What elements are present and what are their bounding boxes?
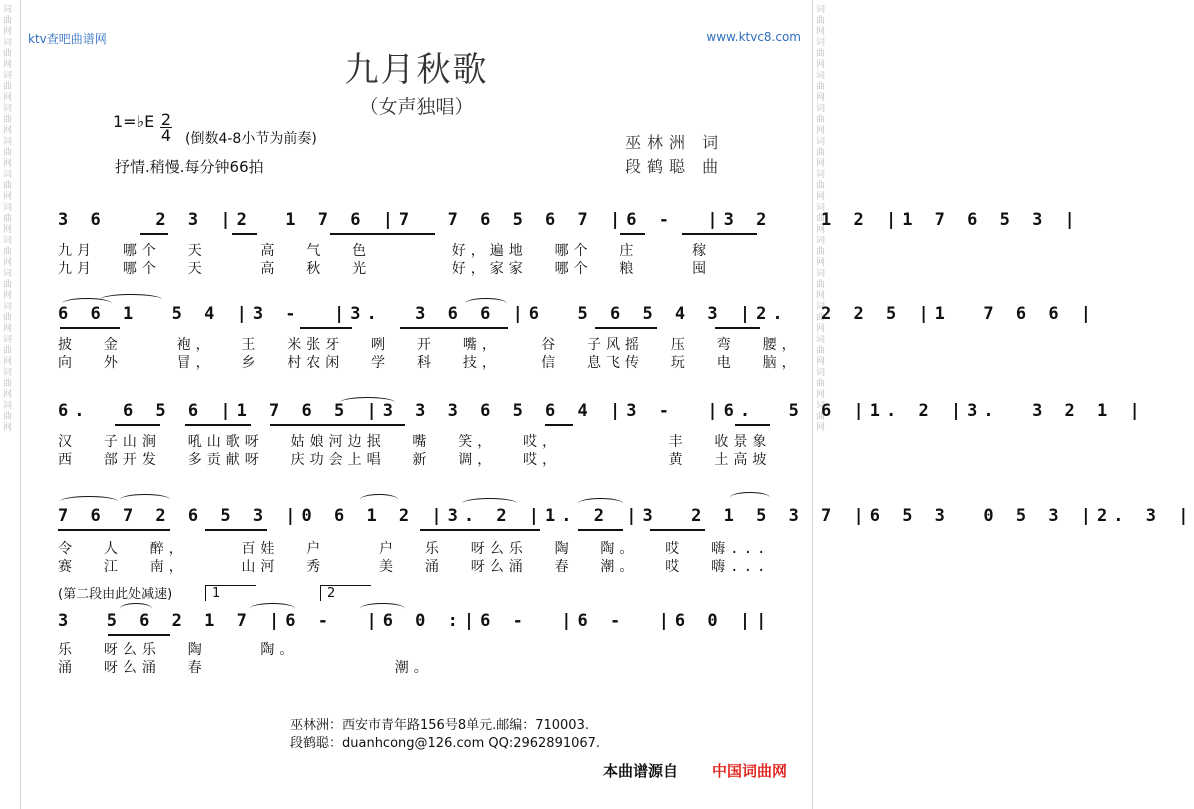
beam xyxy=(232,233,257,235)
source-label: 本曲谱源自 xyxy=(603,762,679,780)
beam xyxy=(578,529,623,531)
lyricist-credit: 巫林洲 词 xyxy=(625,133,725,152)
lyric-verse-2: 涌 呀么涌 春 潮。 xyxy=(58,660,433,676)
beam xyxy=(300,327,352,329)
beam xyxy=(620,233,645,235)
right-watermark-strip: 词曲网词曲网词曲网词曲网词曲网词曲网词曲网词曲网词曲网词曲网词曲网词曲网词曲网 xyxy=(812,0,833,809)
site-watermark-left: ktv查吧曲谱网 xyxy=(28,32,107,46)
time-signature xyxy=(160,112,172,143)
lyric-verse-1: 九月 哪个 天 高 气 色 好，遍地 哪个 庄 稼 xyxy=(58,243,712,259)
beam xyxy=(185,424,251,426)
composer-credit: 段鹤聪 曲 xyxy=(625,157,725,176)
slur xyxy=(360,494,398,505)
score-system-5 xyxy=(0,583,833,693)
site-watermark-right: www.ktvc8.com xyxy=(706,30,801,44)
lyric-verse-2: 向 外 冒， 乡 村农闲 学 科 技， 信 息飞传 玩 电 脑， xyxy=(58,355,801,371)
lyric-verse-1: 令 人 醉， 百娃 户 户 乐 呀么乐 陶 陶。 哎 嗨... xyxy=(58,541,771,557)
beam xyxy=(400,327,508,329)
beam xyxy=(420,529,540,531)
lyric-verse-1: 汉 子山涧 吼山歌呀 姑娘河边抿 嘴 笑， 哎， 丰 收景象 xyxy=(58,434,772,450)
notation-line: 6 6 1 5 4 |3 - |3. 3 6 6 |6 5 6 5 4 3 |2. 2 2 5 |1 7 6 6 | xyxy=(58,304,1098,324)
lyric-verse-1: 乐 呀么乐 陶 陶。 xyxy=(58,642,299,658)
notation-line: 3 6 2 3 |2 1 7 6 |7 7 6 5 6 7 |6 - |3 2 1 2 |1 7 6 5 3 | xyxy=(58,210,1081,230)
lyric-verse-2: 西 部开发 多贡献呀 庆功会上唱 新 调， 哎， 黄 土高坡 xyxy=(58,452,772,468)
slur xyxy=(730,492,770,503)
song-subtitle: （女声独唱） xyxy=(359,96,474,118)
beam xyxy=(650,529,705,531)
time-top: 2 xyxy=(160,110,172,129)
time-bottom: 4 xyxy=(160,126,172,145)
beam xyxy=(330,233,435,235)
slur xyxy=(120,494,170,505)
score-system-3 xyxy=(0,393,1146,503)
key-signature: 1=♭E xyxy=(113,112,155,131)
beam xyxy=(735,424,770,426)
left-watermark-strip: 词曲网词曲网词曲网词曲网词曲网词曲网词曲网词曲网词曲网词曲网词曲网词曲网词曲网 xyxy=(0,0,21,809)
beam xyxy=(108,634,170,636)
beam xyxy=(545,424,573,426)
source-site-link[interactable]: 中国词曲网 xyxy=(712,762,788,780)
beam xyxy=(140,233,168,235)
beam xyxy=(715,327,760,329)
notation-line: 6. 6 5 6 |1 7 6 5 |3 3 3 6 5 6 4 |3 - |6. 5 6 |1. 2 |3. 3 2 1 | xyxy=(58,401,1146,421)
score-system-2 xyxy=(0,292,1098,402)
lyric-verse-2: 九月 哪个 天 高 秋 光 好，家家 哪个 粮 囤 xyxy=(58,261,712,277)
beam xyxy=(270,424,405,426)
beam xyxy=(682,233,757,235)
volta-label-2: 2 xyxy=(327,586,336,601)
beam xyxy=(595,327,657,329)
intro-note: (倒数4-8小节为前奏) xyxy=(185,131,317,147)
contact-composer: 段鹤聪：duanhcong@126.com QQ:2962891067. xyxy=(290,736,601,751)
tempo-instruction: (第二段由此处减速) xyxy=(58,587,173,602)
notation-line: 3 5 6 2 1 7 |6 - |6 0 :|6 - |6 - |6 0 || xyxy=(58,611,773,631)
beam xyxy=(115,424,160,426)
song-title: 九月秋歌 xyxy=(344,50,489,90)
lyric-verse-2: 赛 江 南， 山河 秀 美 涌 呀么涌 春 潮。 哎 嗨... xyxy=(58,559,771,575)
volta-label-1: 1 xyxy=(212,586,221,601)
notation-line: 7 6 7 2 6 5 3 |0 6 1 2 |3. 2 |1. 2 |3 2 1 5 3 7 |6 5 3 0 5 3 |2. 3 | xyxy=(58,506,1194,526)
contact-lyricist: 巫林洲：西安市青年路156号8单元.邮编：710003. xyxy=(290,718,589,733)
beam xyxy=(60,327,120,329)
tempo-marking: 抒情.稍慢.每分钟66拍 xyxy=(115,158,264,176)
beam xyxy=(205,529,267,531)
beam xyxy=(58,529,170,531)
lyric-verse-1: 披 金 袍， 王 米张牙 咧 开 嘴， 谷 子风摇 压 弯 腰， xyxy=(58,337,801,353)
